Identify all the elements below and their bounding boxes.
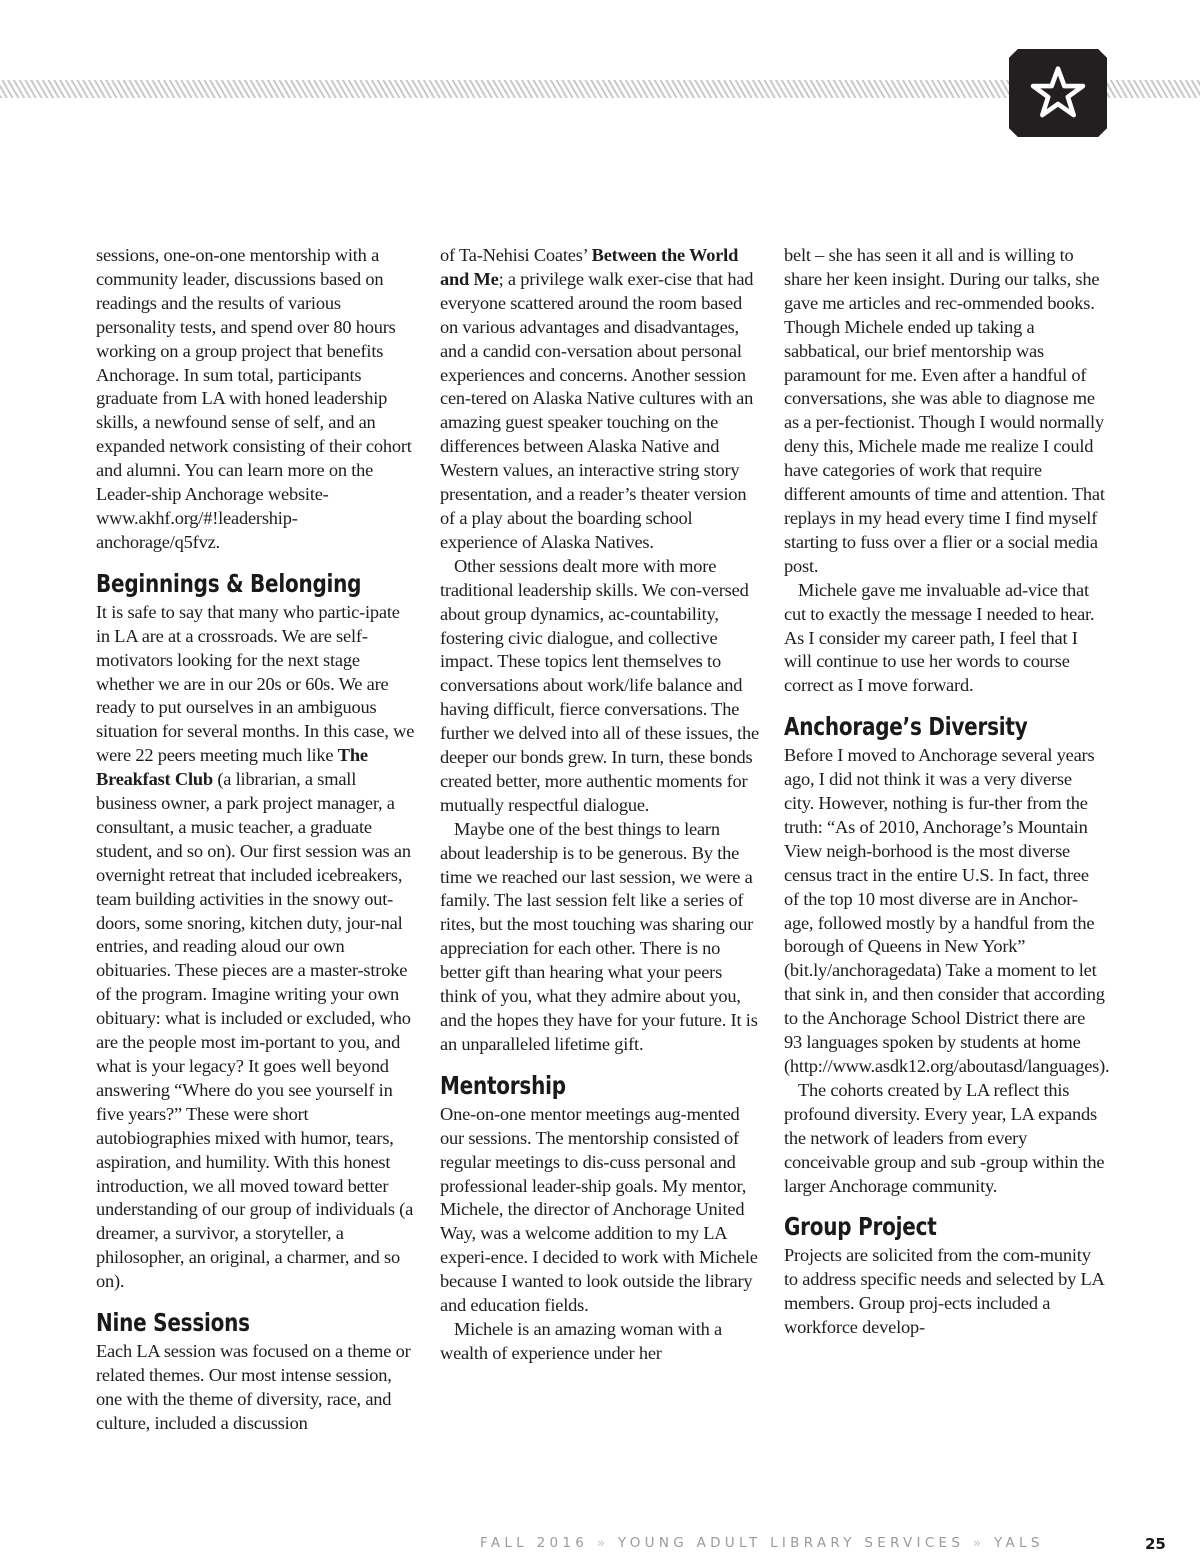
title-breakfast-club: The Breakfast Club — [96, 745, 368, 790]
body-text: ; a privilege walk exer-cise that had everyone scattered around the room based on various advantages and disadvantages, and a candid con-versation about personal experiences and concerns. Another session cen-tered on Alaska Native cultures with an amazing guest speaker touching on the differences between Alaska Native and Western values, an interactive string story presentation, and a reader’s theater version of a play about the boarding school experience of Alaska Natives. — [440, 268, 754, 552]
body-paragraph: One-on-one mentor meetings aug-mented our sessions. The mentorship consisted of regular meetings to dis-cuss personal and professional leader-ship goals. My mentor, Michele, the director of Anchorage United Way, was a welcome addition to my LA experi-ence. I decided to work with Michele because I wanted to look outside the library and education fields. — [440, 1103, 758, 1316]
section-heading-nine-sessions: Nine Sessions — [96, 1308, 250, 1338]
body-paragraph — [96, 601, 418, 1294]
body-paragraph: Each LA session was focused on a theme or related themes. Our most intense session, one with the theme of diversity, race, and culture, included a discussion — [96, 1341, 411, 1433]
body-paragraph: belt – she has seen it all and is willing to share her keen insight. During our talks, she gave me articles and rec-ommended books. Though Michele ended up taking a sabbatical, our brief mentorship was paramount for me. Even after a handful of conversations, she was able to diagnose me as a per-fectionist. Though I would normally deny this, Michele made me realize I could have categories of work that require different amounts of time and attention. That replays in my head every time I find myself starting to fuss over a flier or a social media post. — [784, 245, 1105, 576]
body-paragraph: Before I moved to Anchorage several years ago, I did not think it was a very diverse city. However, nothing is fur-ther from the truth: “As of 2010, Anchorage’s Mountain View neigh-borhood is the most diverse census tract in the entire U.S. In fact, three of the top 10 most diverse are in Anchor-age, followed mostly by a handful from the borough of Queens in New York” (bit.ly/anchoragedata) Take a moment to let that sink in, and then consider that according to the Anchorage School District there are 93 languages spoken by students at home (http://www.asdk12.org/aboutasd/languages). — [784, 745, 1110, 1076]
footer-abbrev: YALS — [994, 1535, 1044, 1551]
body-paragraph: Maybe one of the best things to learn about leadership is to be generous. By the time we reached our last session, we were a family. The last session felt like a series of rites, but the most touching was sharing our appreciation for each other. There is no better gift than hearing what your peers think of you, what they admire about you, and the hopes they have for your future. It is an unparalleled lifetime gift. — [440, 818, 758, 1054]
section-badge — [1009, 49, 1107, 137]
body-paragraph: Michele gave me invaluable ad-vice that cut to exactly the message I needed to hear. As I consider my career path, I feel that I will continue to use her words to course correct as I move forward. — [784, 579, 1095, 696]
column-1 — [96, 244, 418, 1436]
footer-publication: YOUNG ADULT LIBRARY SERVICES — [617, 1535, 965, 1551]
footer-issue: FALL 2016 — [480, 1535, 589, 1551]
body-text: of Ta-Nehisi Coates’ — [440, 245, 592, 265]
column-3 — [784, 244, 1110, 1340]
column-2 — [440, 244, 762, 1366]
body-paragraph: Michele is an amazing woman with a wealth of experience under her — [440, 1318, 722, 1363]
section-heading-beginnings-belonging: Beginnings & Belonging — [96, 568, 362, 598]
section-heading-group-project: Group Project — [784, 1212, 937, 1242]
body-paragraph: sessions, one-on-one mentorship with a community leader, discussions based on readings and the results of various personality tests, and spend over 80 hours working on a group project that benefits Anchorage. In sum total, participants graduate from LA with honed leadership skills, a newfound sense of self, and an expanded network consisting of their cohort and alumni. You can learn more on the Leader-ship Anchorage website-www.akhf.org/#!leadership-anchorage/q5fvz. — [96, 245, 412, 552]
running-footer — [480, 1535, 1106, 1555]
body-text: (a librarian, a small business owner, a park project manager, a consultant, a music teacher, a graduate student, and so on). Our first session was an overnight retreat that included icebreakers, team building activities in the snowy out-doors, some snoring, kitchen duty, jour-nal entries, and reading aloud our own obituaries. These pieces are a master-stroke of the program. Imagine writing your own obituary: what is included or excluded, who are the people most im-portant to you, and what is your legacy? It goes well beyond answering “Where do you see yourself in five years?” These were short autobiographies mixed with humor, tears, aspiration, and humility. With this honest introduction, we all moved toward better understanding of our group of individuals (a dreamer, a survivor, a storyteller, a philosopher, an original, a charmer, and so on). — [96, 769, 414, 1292]
body-paragraph: The cohorts created by LA reflect this profound diversity. Every year, LA expands the network of leaders from every conceivable group and sub -group within the larger Anchorage community. — [784, 1079, 1105, 1196]
body-text: It is safe to say that many who partic-ipate in LA are at a crossroads. We are self-motivators looking for the next stage whether we are in our 20s or 60s. We are ready to put ourselves in an ambiguous situation for several months. In this case, we were 22 peers meeting much like — [96, 601, 415, 766]
footer-separator: » — [972, 1535, 986, 1551]
section-heading-mentorship: Mentorship — [440, 1070, 566, 1100]
section-heading-anchorages-diversity: Anchorage’s Diversity — [784, 712, 1028, 742]
star-icon — [1029, 64, 1087, 122]
body-paragraph: Other sessions dealt more with more traditional leadership skills. We con-versed about group dynamics, ac-countability, fostering civic dialogue, and collective impact. These topics lent themselves to conversations about work/life balance and having difficult, fierce conversations. The further we delved into all of these issues, the deeper our bonds grew. In turn, these bonds created better, more authentic moments for mutually respectful dialogue. — [440, 555, 759, 815]
footer-separator: » — [596, 1535, 610, 1551]
title-between-the-world-and-me: Between the World and Me — [440, 245, 739, 289]
page-number: 25 — [1145, 1535, 1166, 1553]
body-paragraph: Projects are solicited from the com-munity to address specific needs and selected by LA members. Group proj-ects included a workforce develop- — [784, 1245, 1104, 1338]
body-paragraph — [440, 244, 762, 555]
